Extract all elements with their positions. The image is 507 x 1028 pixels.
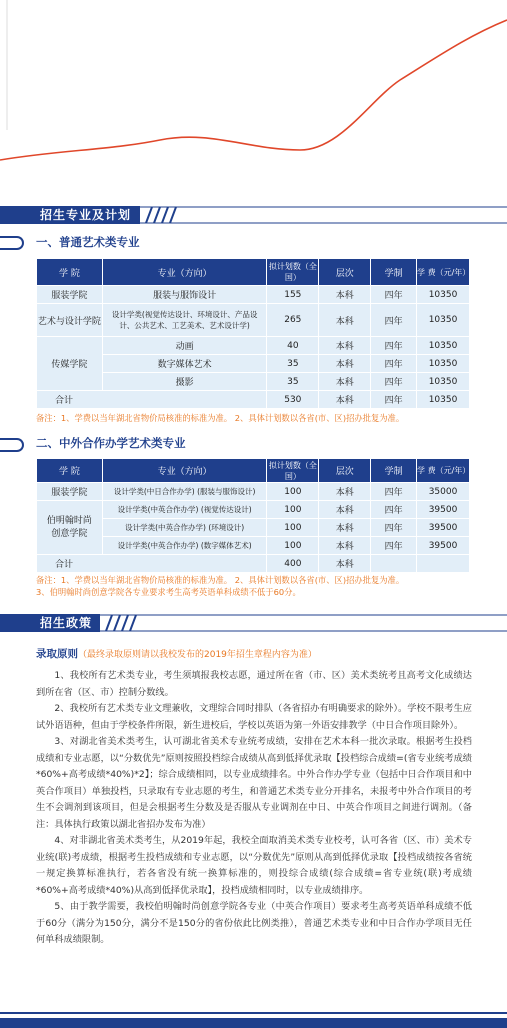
cell-college: 伯明翰时尚创意学院	[37, 501, 103, 555]
cell-college: 服装学院	[37, 286, 103, 304]
col-plan: 拟计划数（全国）	[267, 259, 319, 286]
cell-plan: 35	[267, 355, 319, 373]
policy-paragraph-3: 3、对湖北省美术类考生，认可湖北省美术专业统考成绩，安排在艺术本科一批次录取。根据考生投档成绩和专业志愿，以“分数优先”原则按照投档综合成绩从高到低择优录取【投档综合成绩=(省专业统考成绩*60%+高考成绩*40%)*2】；综合成绩相同，以专业成绩排名。中外合作办学专业（包括中日合作项目和中英合作项目）单独投档，只录取有专业志愿的考生，和普通艺术类专业分开排名，未报考中外合作项目的考生不会调剂到该项目，但是会根据考生分数及是否服从专业调剂在中日、中英合作项目之间进行调剂。（备注：具体执行政策以湖北省招办发布为准）	[36, 736, 472, 830]
policy-paragraph-4: 4、对非湖北省美术类考生，从2019年起，我校全面取消美术类专业校考，认可各省（区、市）美术专业统(联)考成绩，根据考生投档成绩和专业志愿，以“分数优先”原则从高到低择优录取【投档成绩按各省统一规定换算标准执行，若各省没有统一换算标准的，则投综合成绩(综合成绩=省专业统(联)考成绩*60%+高考成绩*40%)从高到低择优录取】，投档成绩相同时，以专业成绩排序。	[36, 835, 472, 896]
policy-title: 录取原则	[36, 648, 78, 660]
col-fee: 学 费（元/年）	[417, 259, 470, 286]
col-college: 学 院	[37, 459, 103, 483]
table-row	[37, 286, 470, 304]
table-row	[37, 373, 470, 391]
section-title: 招生政策	[40, 616, 93, 630]
cell-fee: 39500	[417, 519, 470, 537]
cell-level: 本科	[319, 519, 371, 537]
cell-fee: 10350	[417, 391, 470, 409]
table-row	[37, 501, 470, 519]
cell-level: 本科	[319, 391, 371, 409]
cell-college: 服装学院	[37, 483, 103, 501]
table-row	[37, 519, 470, 537]
table-total-row	[37, 391, 470, 409]
policy-body	[36, 668, 472, 949]
col-college: 学 院	[37, 259, 103, 286]
table-row	[37, 355, 470, 373]
col-major: 专业（方向）	[102, 459, 267, 483]
col-fee: 学 费（元/年）	[417, 459, 470, 483]
col-plan: 拟计划数（全国）	[268, 460, 317, 481]
table-row	[37, 537, 470, 555]
table-total-row	[37, 555, 470, 573]
section-header-plan	[0, 206, 507, 224]
cell-years: 四年	[371, 373, 417, 391]
cell-plan: 530	[267, 391, 319, 409]
col-years: 学制	[371, 259, 417, 286]
cell-major: 动画	[102, 337, 267, 355]
cell-major: 设计学类(中英合作办学) (环境设计)	[102, 519, 267, 537]
subhead-marker	[0, 236, 24, 250]
cell-years: 四年	[371, 519, 417, 537]
col-level: 层次	[319, 459, 371, 483]
footer-line	[0, 1012, 507, 1014]
cell-major: 摄影	[102, 373, 267, 391]
cell-years: 四年	[371, 355, 417, 373]
cell-fee: 35000	[417, 483, 470, 501]
col-major: 专业（方向）	[102, 259, 267, 286]
cell-plan: 100	[267, 501, 319, 519]
cell-plan: 100	[267, 537, 319, 555]
cell-college: 艺术与设计学院	[37, 304, 103, 337]
cell-years: 四年	[371, 304, 417, 337]
cell-plan: 100	[267, 519, 319, 537]
cell-level: 本科	[319, 337, 371, 355]
header-stripes	[140, 206, 507, 224]
cell-fee: 10350	[417, 373, 470, 391]
cell-fee: 10350	[417, 337, 470, 355]
note-joint-line1: 备注：1、学费以当年湖北省物价局核准的标准为准。 2、具体计划数以各省(市、区)招办批复为准。	[36, 575, 405, 585]
cell-plan: 155	[267, 286, 319, 304]
cell-major: 服装与服饰设计	[102, 286, 267, 304]
cell-major: 设计学类(中英合作办学) (数字媒体艺术)	[102, 537, 267, 555]
cell-major: 设计学类(中日合作办学) (服装与服饰设计)	[102, 483, 267, 501]
header-stripes	[100, 614, 507, 632]
cell-level: 本科	[319, 537, 371, 555]
cell-plan: 100	[267, 483, 319, 501]
cell-major: 数字媒体艺术	[102, 355, 267, 373]
table-row	[37, 483, 470, 501]
subhead-joint-program: 二、中外合作办学艺术类专业	[36, 436, 186, 450]
section-header-policy	[0, 614, 507, 632]
cell-total-label: 合计	[37, 391, 267, 409]
cell-level: 本科	[319, 555, 371, 573]
cell-college: 传媒学院	[37, 337, 103, 391]
cell-total-label: 合计	[37, 555, 267, 573]
cell-years: 四年	[371, 483, 417, 501]
decorative-curve	[0, 0, 507, 200]
cell-level: 本科	[319, 501, 371, 519]
subhead-general-art: 一、普通艺术类专业	[36, 235, 140, 249]
cell-level: 本科	[319, 304, 371, 337]
cell-major: 设计学类(中英合作办学) (视觉传达设计)	[102, 501, 267, 519]
cell-fee: 10350	[417, 286, 470, 304]
policy-paragraph-2: 2、我校所有艺术类专业文理兼收，文理综合同时排队（各省招办有明确要求的除外）。学校不限考生应试外语语种，但由于学校条件所限，新生进校后，学校以英语为第一外语安排教学（中日合作项目除外）。	[36, 703, 472, 731]
subhead-marker	[0, 438, 24, 452]
note-general-art: 备注：1、学费以当年湖北省物价局核准的标准为准。 2、具体计划数以各省(市、区)招办批复为准。	[36, 413, 405, 423]
policy-heading	[36, 646, 317, 661]
table-row	[37, 337, 470, 355]
cell-fee: 10350	[417, 304, 470, 337]
cell-years: 四年	[371, 537, 417, 555]
cell-years: 四年	[371, 337, 417, 355]
cell-fee: 10350	[417, 355, 470, 373]
cell-years: 四年	[371, 286, 417, 304]
table-header-row	[37, 459, 470, 483]
table-header-row	[37, 259, 470, 286]
cell-years: 四年	[371, 391, 417, 409]
note-joint-line2: 3、伯明翰时尚创意学院各专业要求考生高考英语单科成绩不低于60分。	[36, 587, 301, 597]
policy-paragraph-1: 1、我校所有艺术类专业，考生须填报我校志愿，通过所在省（市、区）美术类统考且高考文化成绩达到所在省（区、市）控制分数线。	[36, 670, 472, 698]
table-joint-program	[36, 458, 470, 573]
cell-plan: 40	[267, 337, 319, 355]
cell-years: 四年	[371, 501, 417, 519]
table-row	[37, 304, 470, 337]
table-general-art	[36, 258, 470, 409]
footer-bar	[0, 1018, 507, 1028]
cell-plan: 400	[267, 555, 319, 573]
cell-level: 本科	[319, 373, 371, 391]
col-level: 层次	[319, 259, 371, 286]
cell-fee: 39500	[417, 501, 470, 519]
cell-level: 本科	[319, 355, 371, 373]
cell-plan: 265	[267, 304, 319, 337]
cell-level: 本科	[319, 483, 371, 501]
section-title: 招生专业及计划	[40, 208, 132, 222]
policy-subtitle: （最终录取原则请以我校发布的2019年招生章程内容为准）	[78, 650, 317, 660]
col-years: 学制	[371, 459, 417, 483]
cell-level: 本科	[319, 286, 371, 304]
cell-major: 设计学类(视觉传达设计、环境设计、产品设计、公共艺术、工艺美术、艺术设计学)	[102, 304, 267, 337]
policy-paragraph-5: 5、由于教学需要，我校伯明翰时尚创意学院各专业（中英合作项目）要求考生高考英语单科成绩不低于60分（满分为150分，满分不是150分的省份依此比例类推），普通艺术类专业和中日合作办学项目无任何单科成绩限制。	[36, 901, 472, 945]
cell-fee: 39500	[417, 537, 470, 555]
cell-plan: 35	[267, 373, 319, 391]
